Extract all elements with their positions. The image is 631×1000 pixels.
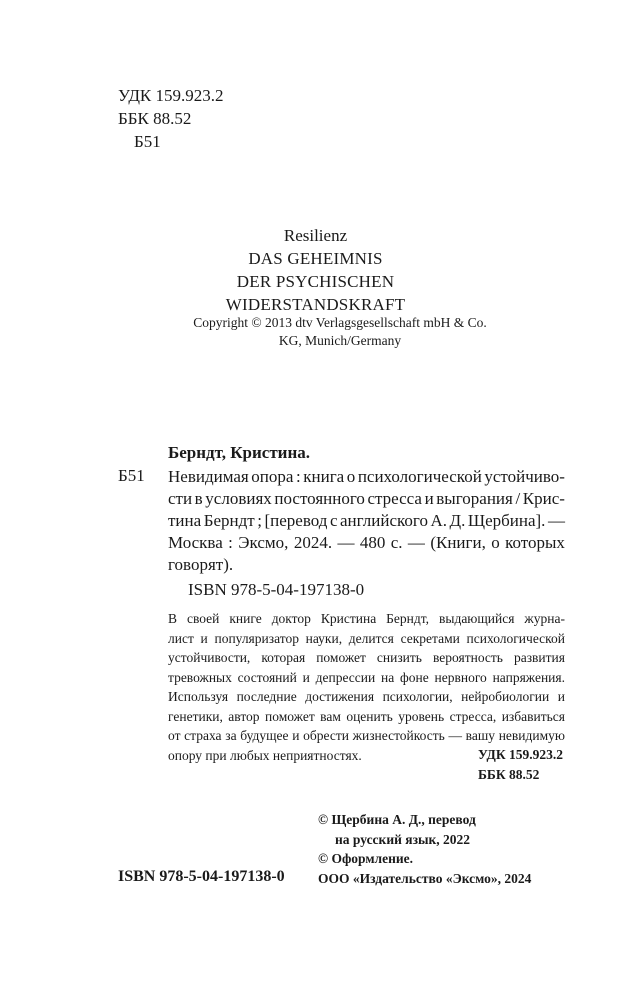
word: развития xyxy=(513,650,565,665)
word: 2024. xyxy=(293,533,333,552)
word: состояний xyxy=(237,669,297,685)
word: тревожных xyxy=(168,669,232,685)
word: выдающийся xyxy=(439,611,515,626)
word: поможет xyxy=(316,650,366,665)
word: опора xyxy=(251,467,294,486)
original-title-line: DAS GEHEIMNIS xyxy=(248,249,383,268)
word: на xyxy=(381,669,395,685)
original-title-line: DER PSYCHISCHEN xyxy=(236,272,395,291)
word: которых xyxy=(505,533,565,552)
word: обрести xyxy=(303,728,349,743)
word: вам xyxy=(320,708,341,724)
footer-classification xyxy=(478,745,563,785)
record-cutter-code: Б51 xyxy=(118,466,145,485)
word: депрессии xyxy=(315,669,376,685)
original-copyright xyxy=(160,314,520,350)
original-title-line: Resilienz xyxy=(283,226,348,245)
word: условиях xyxy=(205,489,272,508)
word: от xyxy=(168,728,181,743)
description-line xyxy=(168,532,565,554)
annotation-line xyxy=(168,648,565,668)
word: сти xyxy=(168,489,193,508)
word: / xyxy=(515,489,521,508)
word: вашу xyxy=(465,728,495,743)
word: — xyxy=(448,728,462,743)
annotation-line xyxy=(168,668,565,688)
word: Невидимая xyxy=(168,467,249,486)
description-line xyxy=(168,510,565,532)
word: тина xyxy=(168,511,202,530)
cutter-code: Б51 xyxy=(134,132,161,151)
word: о xyxy=(491,533,500,552)
description-line xyxy=(168,466,565,488)
word: и xyxy=(292,728,300,743)
record-isbn: ISBN 978-5-04-197138-0 xyxy=(188,580,365,599)
word: психологической xyxy=(466,630,565,646)
word: (Книги, xyxy=(430,533,486,552)
word: Москва xyxy=(168,533,223,552)
word: [перевод xyxy=(264,511,328,530)
word: жизнестойкость xyxy=(352,728,445,743)
word: нервного xyxy=(434,669,487,685)
word: А. xyxy=(430,511,447,530)
word: невидимую xyxy=(498,728,565,743)
annotation-line xyxy=(168,629,565,649)
word: постоянного xyxy=(274,489,365,508)
rights-line: ООО «Издательство «Эксмо», 2024 xyxy=(318,870,532,886)
word: Берндт xyxy=(203,511,255,530)
word: опору xyxy=(168,747,203,763)
word: психологической xyxy=(357,467,482,486)
word: о xyxy=(346,467,356,486)
word: уровень xyxy=(398,708,445,724)
word: В xyxy=(168,611,178,626)
annotation-line xyxy=(168,609,565,629)
copyright-line: KG, Munich/Germany xyxy=(278,333,402,348)
word: вероятность xyxy=(432,650,503,665)
word: достижения xyxy=(305,689,375,704)
word: и xyxy=(200,630,208,646)
bibliographic-description xyxy=(168,466,565,576)
word: 480 xyxy=(359,533,386,552)
word: и xyxy=(557,689,565,704)
footer-udk: УДК 159.923.2 xyxy=(478,747,563,762)
word: при xyxy=(205,747,227,763)
word: Используя xyxy=(168,689,229,704)
word: Эксмо, xyxy=(238,533,289,552)
word: избавиться xyxy=(501,708,565,724)
word: оценить xyxy=(346,708,393,724)
rights-line: на русский язык, 2022 xyxy=(335,831,471,847)
word: Щербина]. xyxy=(467,511,546,530)
word: : xyxy=(228,533,233,552)
word: нейробиологии xyxy=(461,689,550,704)
bbk-code: ББК 88.52 xyxy=(118,109,192,128)
word: : xyxy=(295,467,301,486)
author-heading: Берндт, Кристина. xyxy=(168,443,311,462)
rights-block xyxy=(318,810,531,888)
word: с. xyxy=(390,533,403,552)
word: психологии, xyxy=(382,689,453,704)
word: журна- xyxy=(524,611,565,626)
word: говорят). xyxy=(168,555,234,574)
word: автор xyxy=(228,708,260,724)
description-line xyxy=(168,488,565,510)
word: доктор xyxy=(271,611,311,626)
classification-codes xyxy=(118,84,224,153)
footer-bbk: ББК 88.52 xyxy=(478,767,540,782)
word: с xyxy=(329,511,338,530)
word: своей xyxy=(186,611,220,626)
word: страха xyxy=(184,728,222,743)
word: устойчиво- xyxy=(484,467,565,486)
word: — xyxy=(337,533,355,552)
word: последние xyxy=(236,689,297,704)
word: устойчивости, xyxy=(168,650,251,665)
word: любых xyxy=(230,747,270,763)
word: делится xyxy=(348,630,394,646)
copyright-line: Copyright © 2013 dtv Verlagsgesellschaft mbH & Co. xyxy=(193,315,487,330)
udk-code: УДК 159.923.2 xyxy=(118,86,224,105)
word: выгорания xyxy=(436,489,513,508)
word: стресса, xyxy=(449,708,497,724)
word: книга xyxy=(303,467,345,486)
word: в xyxy=(194,489,203,508)
word: лист xyxy=(168,630,194,646)
word: фоне xyxy=(400,669,429,685)
word: — xyxy=(407,533,425,552)
word: за xyxy=(225,728,237,743)
word: английского xyxy=(340,511,428,530)
word: науки, xyxy=(305,630,343,646)
word: напряжения. xyxy=(492,669,565,685)
annotation-line xyxy=(168,707,565,727)
word: генетики, xyxy=(168,708,223,724)
annotation-text xyxy=(168,609,565,765)
word: Берндт, xyxy=(386,611,430,626)
word: ; xyxy=(257,511,262,530)
word: неприятностях. xyxy=(272,747,362,763)
annotation-line xyxy=(168,726,565,746)
rights-line: © Щербина А. Д., перевод xyxy=(318,812,476,827)
rights-line: © Оформление. xyxy=(318,851,414,866)
word: стресса xyxy=(367,489,422,508)
word: поможет xyxy=(265,708,315,724)
word: которая xyxy=(261,650,306,665)
original-title-line: WIDERSTANDSKRAFT xyxy=(225,295,406,314)
footer-isbn: ISBN 978-5-04-197138-0 xyxy=(118,868,285,885)
description-line xyxy=(168,554,565,576)
word: популяризатор xyxy=(214,630,299,646)
word: — xyxy=(547,511,565,530)
word: снизить xyxy=(376,650,422,665)
word: и xyxy=(424,489,434,508)
word: секретами xyxy=(400,630,460,646)
word: книге xyxy=(229,611,262,626)
word: и xyxy=(302,669,310,685)
word: Кристина xyxy=(320,611,377,626)
word: Крис- xyxy=(522,489,565,508)
annotation-line xyxy=(168,687,565,707)
word: Д. xyxy=(449,511,466,530)
word: будущее xyxy=(240,728,289,743)
original-title-block xyxy=(0,224,631,316)
